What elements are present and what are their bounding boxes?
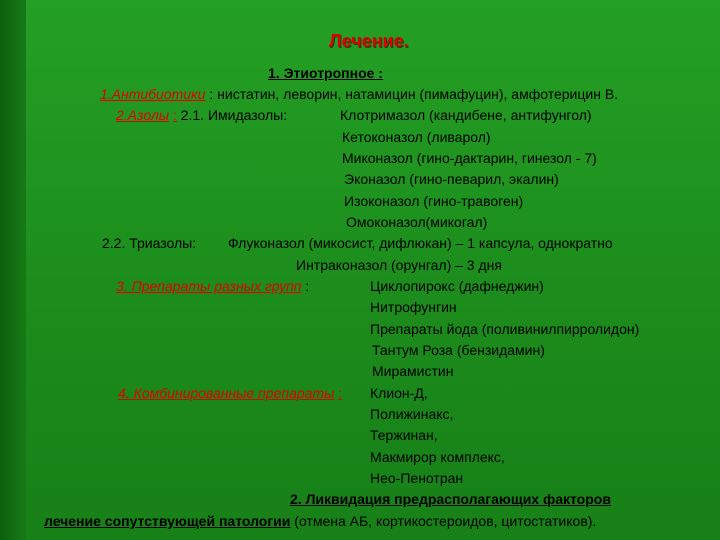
comorbidity-label: лечение сопутствующей патологии: [44, 513, 291, 529]
triazole-item: Интраконазол (орунгал) – 3 дня: [296, 257, 502, 273]
azoles-separator: :: [172, 107, 177, 123]
antibiotics-text: : нистатин, леворин, натамицин (пимафуцин), амфотерицин В.: [209, 86, 619, 102]
comorbidity-text: (отмена АБ, кортикостероидов, цитостатиков).: [290, 513, 597, 529]
comorbidity-line: [44, 512, 596, 530]
slide: [26, 0, 720, 540]
imidazole-item: Кетоконазол (ливарол): [342, 129, 491, 145]
combined-separator: :: [338, 385, 343, 401]
various-item: Циклопирокс (дафнеджин): [370, 278, 544, 294]
combined-item: Клион-Д,: [370, 385, 428, 401]
various-item: Тантум Роза (бензидамин): [372, 342, 545, 358]
imidazole-item: Изоконазол (гино-травоген): [344, 193, 524, 209]
imidazoles-heading: 2.1. Имидазолы:: [180, 107, 288, 123]
slide-title: Лечение.: [329, 31, 409, 51]
various-groups-label: 3. Препараты разных групп: [116, 278, 302, 294]
slide-left-border: [0, 0, 26, 540]
azoles-line: [116, 106, 287, 124]
section-predisposing-factors: 2. Ликвидация предрасполагающих факторов: [290, 491, 611, 507]
combined-item: Тержинан,: [370, 427, 438, 443]
various-item: Нитрофунгин: [370, 299, 457, 315]
imidazole-item: Клотримазол (кандибене, антифунгол): [340, 107, 592, 123]
triazole-item: Флуконазол (микосист, дифлюкан) – 1 капсула, однократно: [228, 235, 613, 251]
triazoles-heading: 2.2. Триазолы:: [102, 235, 197, 251]
combined-item: Макмирор комплекс,: [370, 449, 505, 465]
various-item: Мирамистин: [372, 363, 454, 379]
imidazole-item: Омоконазол(микогал): [346, 214, 488, 230]
antibiotics-label: 1.Антибиотики: [100, 86, 206, 102]
combined-item: Полижинакс,: [370, 406, 454, 422]
various-item: Препараты йода (поливинилпирролидон): [370, 321, 640, 337]
combined-line: [118, 384, 342, 402]
section-etiotropic: 1. Этиотропное :: [268, 65, 383, 81]
imidazole-item: Миконазол (гино-дактарин, гинезол - 7): [342, 150, 597, 166]
various-groups-separator: :: [305, 278, 310, 294]
antibiotics-line: [100, 85, 618, 103]
combined-item: Нео-Пенотран: [370, 470, 464, 486]
combined-label: 4. Комбинированные препараты: [118, 385, 335, 401]
imidazole-item: Эконазол (гино-певарил, экалин): [344, 171, 559, 187]
azoles-label: 2.Азолы: [116, 107, 170, 123]
various-groups-line: [116, 277, 309, 295]
